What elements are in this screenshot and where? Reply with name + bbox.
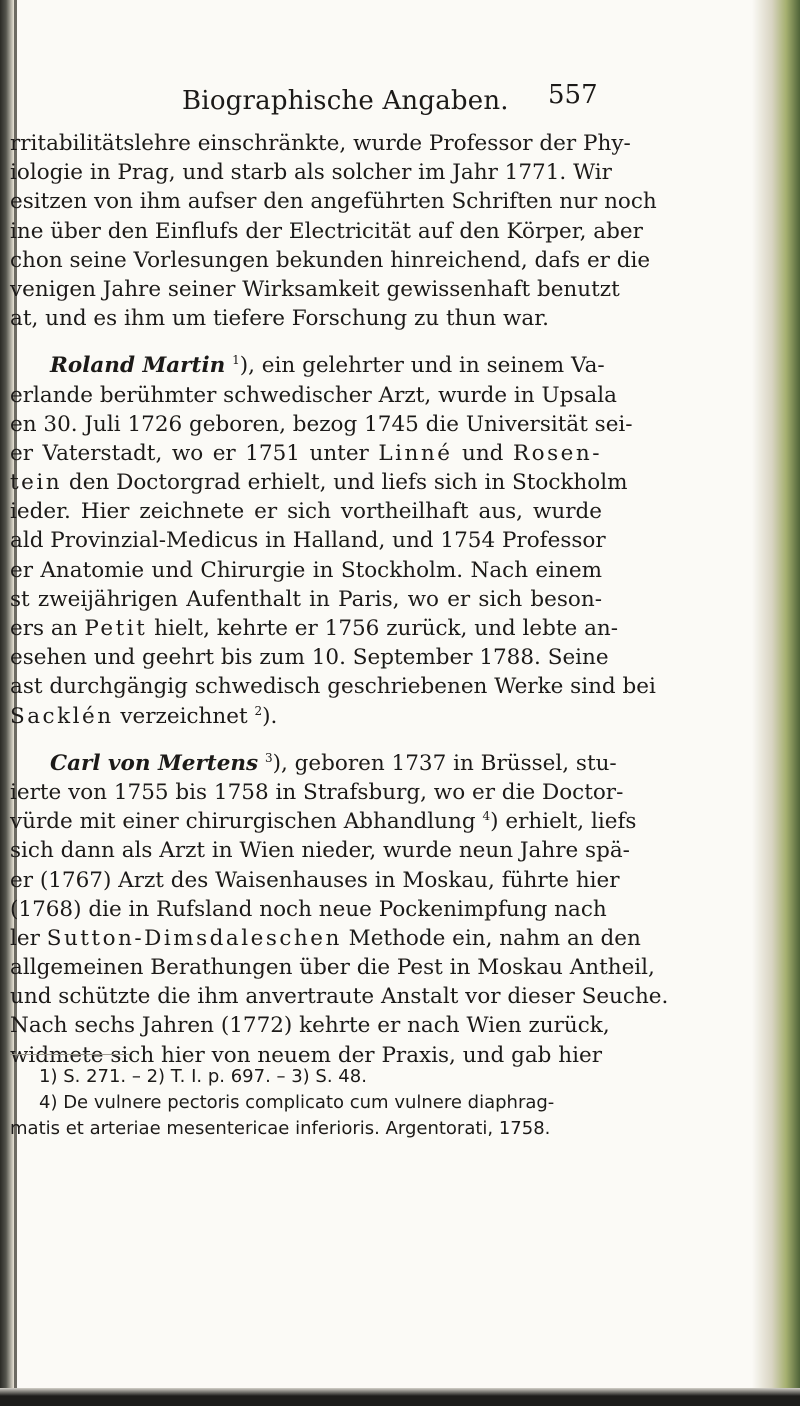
text-line: esitzen von ihm aufser den angeführten Schriften nur noch bbox=[10, 189, 657, 215]
text-line: venigen Jahre seiner Wirksamkeit gewissenhaft benutzt bbox=[10, 276, 620, 302]
paragraph-gap bbox=[10, 731, 602, 749]
person-name: Sutton-Dimsdaleschen bbox=[46, 925, 342, 951]
page-number: 557 bbox=[548, 80, 598, 110]
text-segment: verzeichnet bbox=[113, 703, 248, 729]
footnote-line: 1) S. 271. – 2) T. I. p. 697. – 3) S. 48. bbox=[39, 1066, 367, 1087]
text-segment: vürde mit einer chirurgischen Abhandlung bbox=[10, 809, 483, 835]
text-line: erlande berühmter schwedischer Arzt, wurde in Upsala bbox=[10, 382, 617, 408]
text-line: allgemeinen Berathungen über die Pest in Moskau Antheil, bbox=[10, 955, 655, 981]
text-line bbox=[10, 468, 628, 497]
text-line bbox=[10, 924, 641, 953]
text-line: Nach sechs Jahren (1772) kehrte er nach Wien zurück, bbox=[10, 1013, 610, 1039]
text-line: ast durchgängig schwedisch geschriebenen Werke sind bei bbox=[10, 674, 656, 700]
text-line: er Anatomie und Chirurgie in Stockholm. Nach einem bbox=[10, 557, 602, 583]
person-name: Rosen- bbox=[512, 440, 602, 466]
text-segment: den Doctorgrad erhielt, und liefs sich in Stockholm bbox=[62, 470, 628, 496]
text-segment: ler bbox=[10, 925, 47, 951]
text-line bbox=[10, 351, 605, 380]
page-edge-margin bbox=[752, 0, 800, 1406]
text-line bbox=[10, 702, 602, 731]
person-name: tein bbox=[10, 470, 63, 496]
footnote-line: matis et arteriae mesentericae inferioris. Argentorati, 1758. bbox=[10, 1118, 551, 1139]
person-name: Petit bbox=[84, 616, 148, 641]
text-segment: ), ein gelehrter und in seinem Va- bbox=[239, 353, 605, 379]
footnote-ref: 4 bbox=[482, 809, 491, 824]
text-line: (1768) die in Rufsland noch neue Pockenimpfung nach bbox=[10, 896, 607, 922]
footnote-ref: 2 bbox=[254, 703, 263, 718]
text-line: er (1767) Arzt des Waisenhauses in Moskau, führte hier bbox=[10, 867, 620, 893]
text-line: chon seine Vorlesungen bekunden hinreichend, dafs er die bbox=[10, 247, 651, 273]
text-segment: ers an bbox=[10, 616, 85, 641]
person-name: Carl von Mertens bbox=[50, 750, 259, 776]
text-segment: hielt, kehrte er 1756 zurück, und lebte an- bbox=[147, 616, 619, 641]
text-line: sich dann als Arzt in Wien nieder, wurde neun Jahre spä- bbox=[10, 838, 630, 864]
text-line bbox=[10, 749, 617, 778]
text-line: ierte von 1755 bis 1758 in Strafsburg, wo er die Doctor- bbox=[10, 779, 624, 805]
person-name: Linné bbox=[378, 440, 453, 466]
body-text bbox=[10, 129, 669, 1070]
text-line: en 30. Juli 1726 geboren, bezog 1745 die Universität sei- bbox=[10, 411, 633, 437]
footnote-ref: 1 bbox=[232, 353, 240, 368]
text-line bbox=[10, 439, 602, 468]
footnote-rule bbox=[10, 1054, 130, 1055]
text-line: iologie in Prag, und starb als solcher im Jahr 1771. Wir bbox=[10, 160, 612, 186]
text-line: rritabilitätslehre einschränkte, wurde Professor der Phy- bbox=[10, 131, 631, 156]
text-segment: ). bbox=[262, 703, 278, 729]
paragraph-gap bbox=[10, 333, 602, 351]
text-line: st zweijährigen Aufenthalt in Paris, wo er sich beson- bbox=[10, 586, 602, 612]
text-line: und schützte die ihm anvertraute Anstalt vor dieser Seuche. bbox=[10, 984, 669, 1010]
text-line: ieder. Hier zeichnete er sich vortheilhaft aus, wurde bbox=[10, 499, 602, 525]
person-name: Roland Martin bbox=[50, 353, 226, 379]
text-line: widmete sich hier von neuem der Praxis, und gab hier bbox=[10, 1042, 602, 1068]
text-segment: er Vaterstadt, wo er 1751 unter bbox=[10, 440, 379, 466]
text-line: ald Provinzial-Medicus in Halland, und 1754 Professor bbox=[10, 528, 606, 554]
text-line bbox=[10, 807, 637, 836]
header-title: Biographische Angaben. bbox=[182, 86, 509, 116]
running-head bbox=[0, 76, 800, 116]
text-segment: und bbox=[452, 440, 513, 466]
text-line: ine über den Einflufs der Electricität auf den Körper, aber bbox=[10, 218, 643, 244]
text-segment: Methode ein, nahm an den bbox=[341, 925, 641, 951]
text-segment: ), geboren 1737 in Brüssel, stu- bbox=[272, 750, 617, 776]
person-name: Sacklén bbox=[10, 703, 114, 729]
text-line: at, und es ihm um tiefere Forschung zu thun war. bbox=[10, 306, 549, 332]
footnote-line: 4) De vulnere pectoris complicato cum vulnere diaphrag- bbox=[39, 1092, 555, 1113]
text-line bbox=[10, 614, 619, 643]
bottom-scan-edge bbox=[0, 1388, 800, 1406]
footnote-ref: 3 bbox=[264, 750, 273, 765]
text-segment: ) erhielt, liefs bbox=[490, 809, 637, 835]
footnotes bbox=[10, 1064, 602, 1142]
text-line: esehen und geehrt bis zum 10. September 1788. Seine bbox=[10, 645, 609, 671]
